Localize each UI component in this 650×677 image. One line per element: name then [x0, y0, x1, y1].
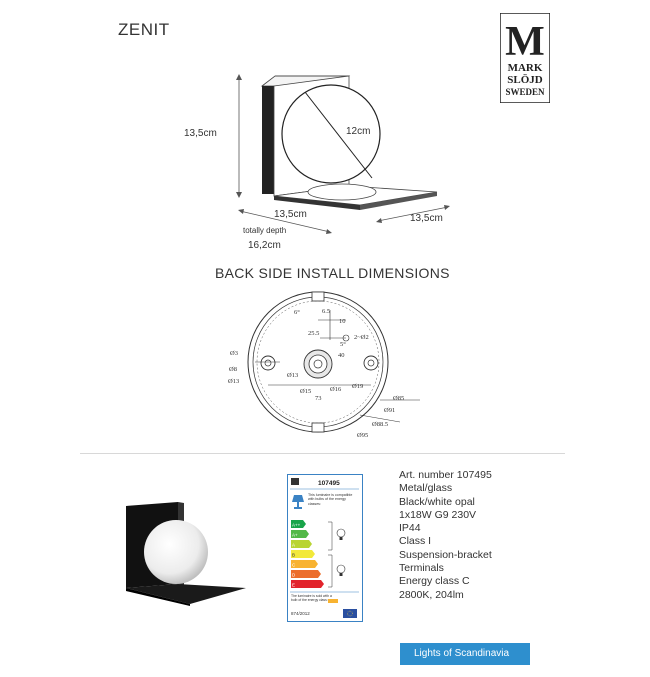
dim-d13-left: Ø13 — [228, 378, 240, 385]
energy-label — [287, 474, 363, 622]
spec-item: 1x18W G9 230V — [399, 508, 477, 521]
energy-class-3: B — [292, 552, 296, 558]
spec-item: Energy class C — [399, 575, 470, 588]
logo-line1: MARK — [507, 62, 543, 74]
logo-line2: SLÖJD — [507, 74, 543, 86]
spec-item: 2800K, 204lm — [399, 588, 464, 601]
energy-class-0: A++ — [292, 522, 301, 528]
dim-d3: Ø3 — [230, 350, 238, 357]
width-label: 13,5cm — [274, 209, 307, 220]
dim-d16: Ø16 — [330, 386, 342, 393]
energy-label-art: 107495 — [318, 480, 340, 487]
bulb-icon-2 — [337, 565, 345, 576]
dim-w73: 73 — [315, 395, 322, 402]
energy-label-regulation: 874/2012 — [291, 611, 310, 616]
depth-label: 13,5cm — [410, 213, 443, 224]
section-divider — [80, 453, 565, 454]
footer-banner: Lights of Scandinavia — [400, 643, 530, 665]
product-title: ZENIT — [118, 20, 170, 39]
energy-class-5: D — [292, 572, 296, 578]
spec-item: Metal/glass — [399, 482, 453, 495]
product-photo — [118, 500, 248, 610]
dim-c: 10 — [339, 318, 346, 325]
energy-label-note: The luminaire is sold with a bulb of the energy class: — [291, 594, 332, 602]
logo-line3: SWEDEN — [505, 87, 545, 97]
diameter-label: 12cm — [346, 126, 371, 137]
dim-d95: Ø95 — [357, 432, 369, 439]
dim-d13: Ø13 — [287, 372, 299, 379]
dim-d91: Ø91 — [384, 407, 396, 414]
dim-d19: Ø19 — [352, 383, 364, 390]
energy-class-1: A+ — [292, 532, 298, 538]
spec-item: Terminals — [399, 562, 444, 575]
total-depth-caption: totally depth — [243, 226, 287, 235]
total-depth-label: 16,2cm — [248, 240, 281, 251]
dim-g: 40 — [338, 352, 345, 359]
energy-class-2: A — [292, 542, 296, 548]
spec-item: Suspension-bracket — [399, 548, 492, 561]
height-label: 13,5cm — [184, 128, 217, 139]
spec-item: Black/white opal — [399, 495, 475, 508]
dim-d885: Ø88.5 — [372, 421, 389, 428]
dim-b: 6.5 — [322, 308, 331, 315]
back-section-title: BACK SIDE INSTALL DIMENSIONS — [215, 265, 450, 281]
logo-monogram: M — [505, 19, 545, 65]
spec-item: Art. number 107495 — [399, 469, 492, 481]
dim-d8: Ø8 — [229, 366, 237, 373]
dim-f: 2~Ø2 — [354, 334, 369, 341]
spec-item: IP44 — [399, 522, 421, 535]
dim-d85: Ø85 — [393, 395, 405, 402]
dim-e: 5° — [340, 341, 346, 348]
energy-class-arrows — [291, 520, 324, 588]
energy-class-6: E — [292, 582, 296, 588]
energy-class-4: C — [292, 562, 296, 568]
lamp-icon — [292, 495, 304, 509]
spec-item: Class I — [399, 535, 432, 548]
dim-a: 6° — [294, 309, 300, 316]
dim-d15: Ø15 — [300, 388, 312, 395]
dim-d: 25.5 — [308, 330, 320, 337]
eu-flag-icon — [343, 609, 357, 618]
specs-list — [399, 469, 492, 602]
bulb-icon-1 — [337, 529, 345, 540]
energy-label-compat: This luminaire is compatible with bulbs of the energy classes: — [308, 493, 353, 506]
